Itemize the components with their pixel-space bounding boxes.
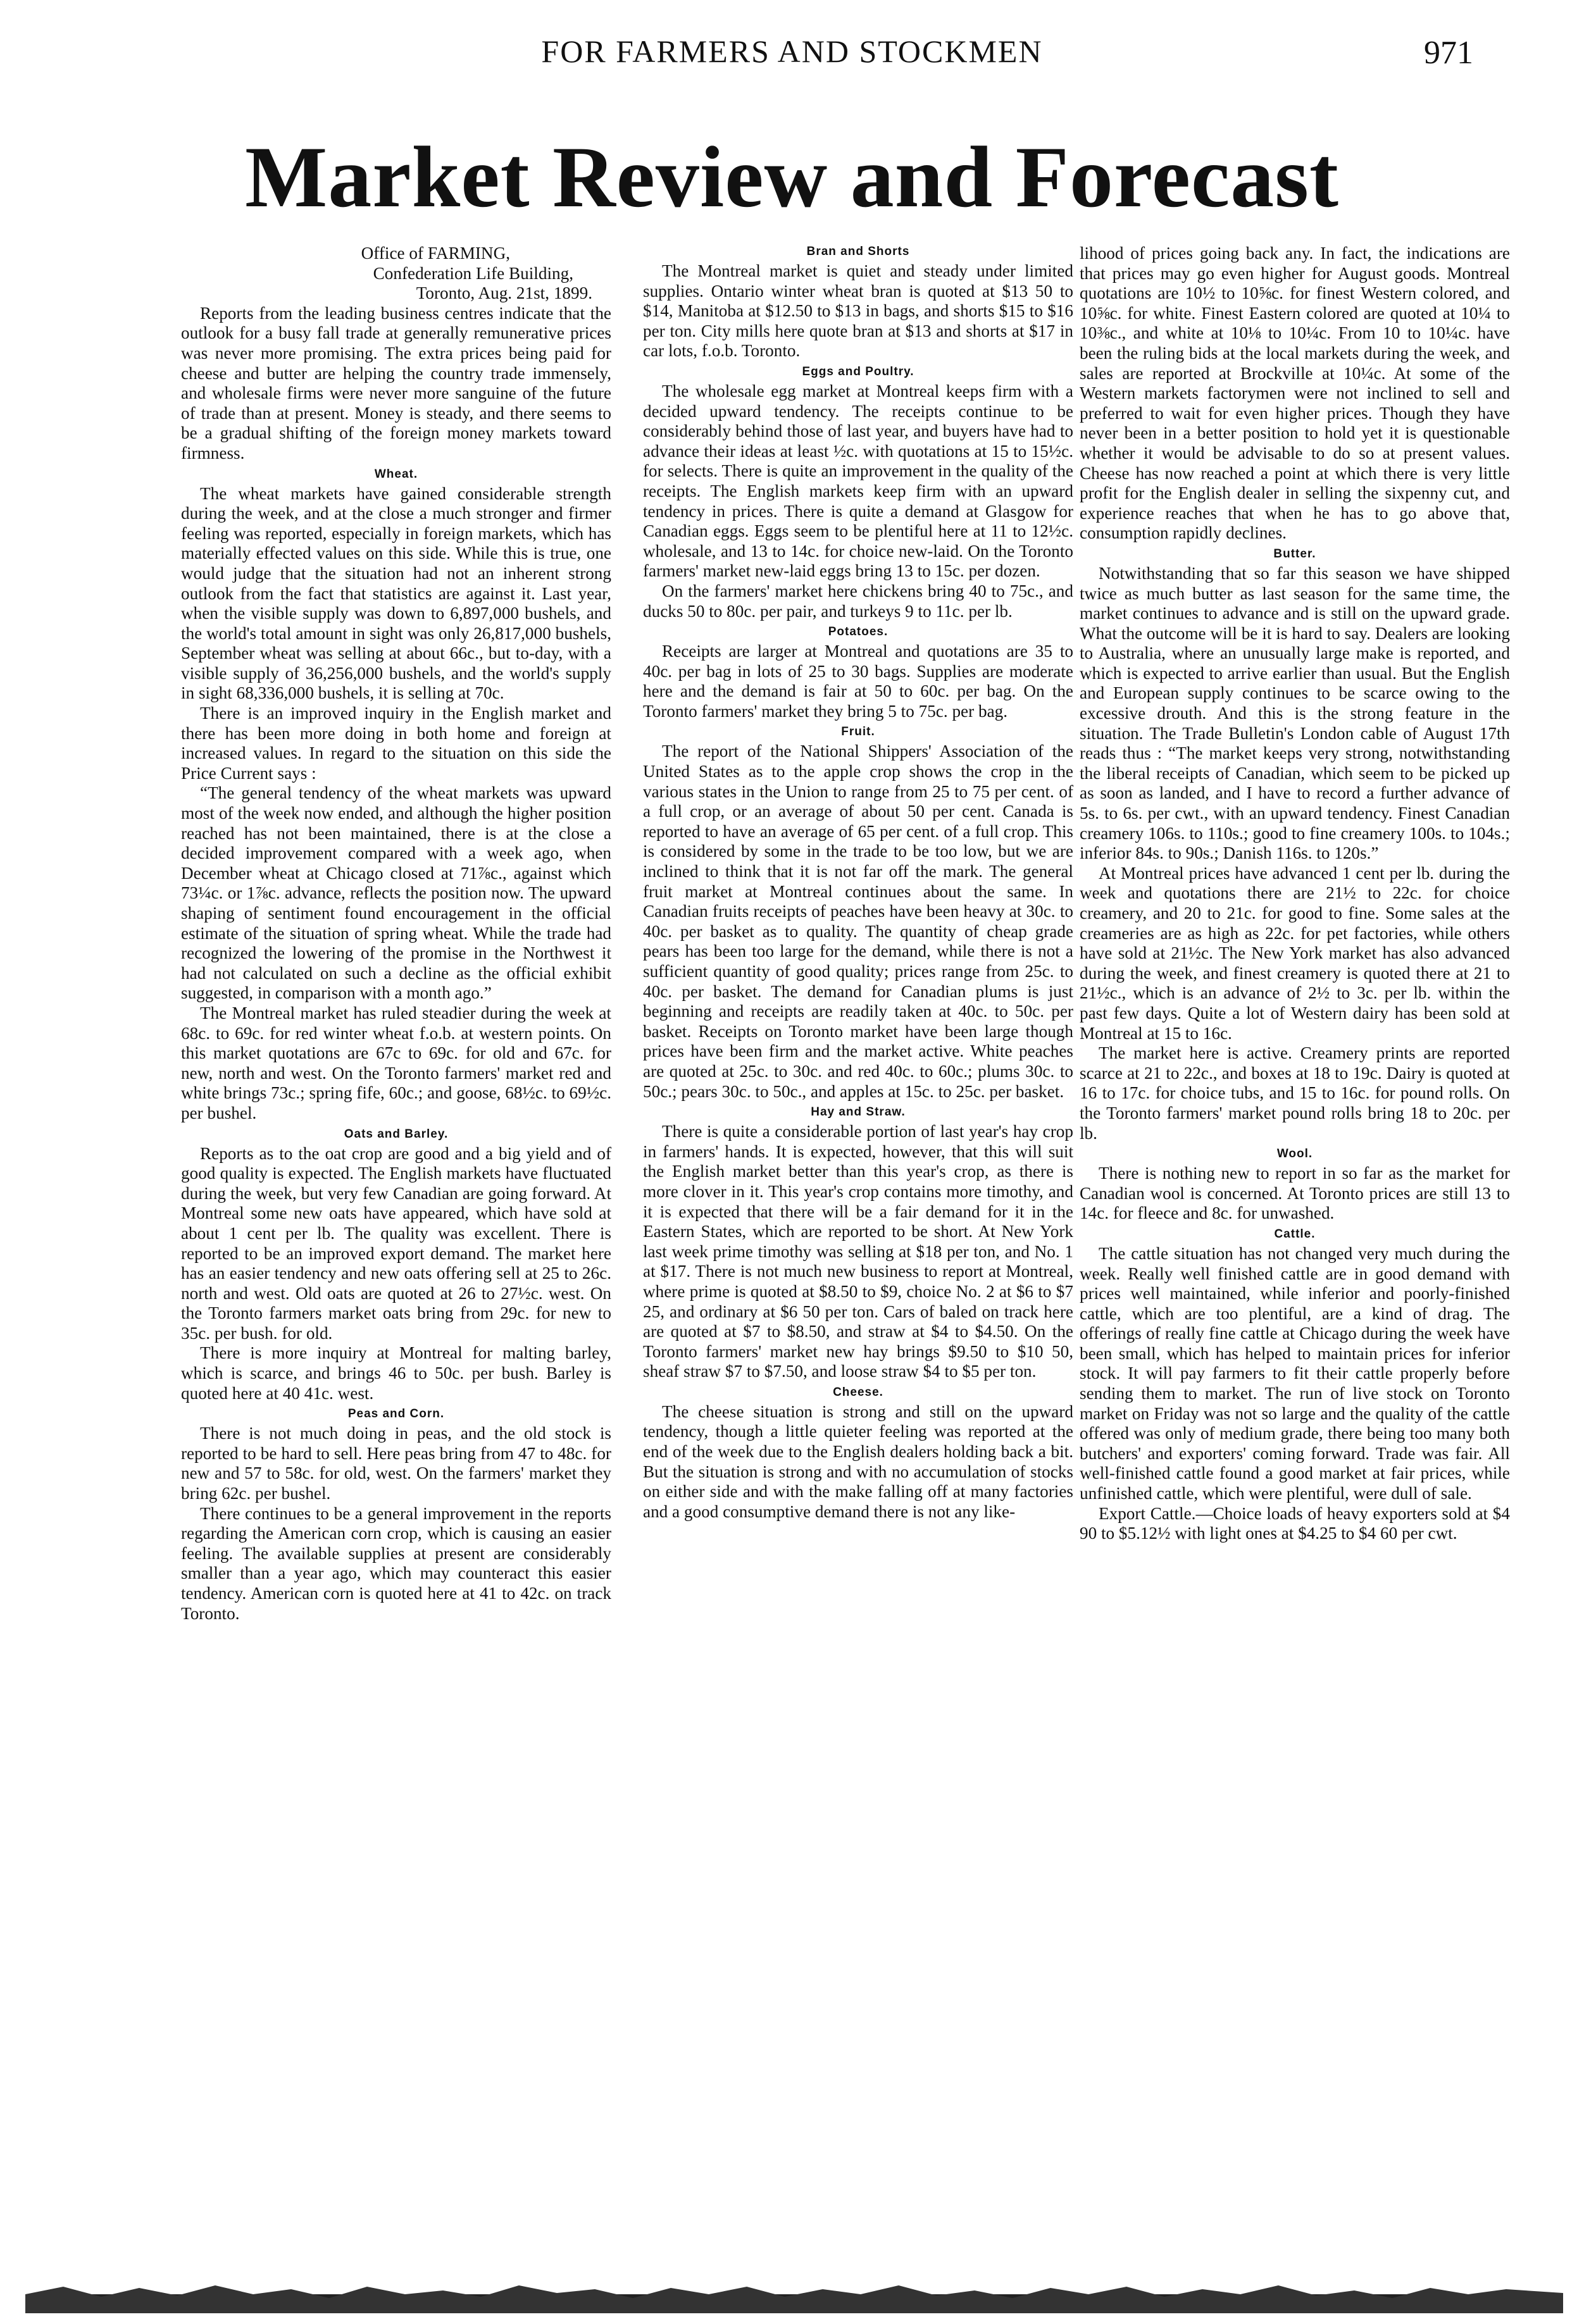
wheat-paragraph: The wheat markets have gained considerable strength during the week, and at the close a much stronger and firmer feeling was reported, especially in foreign markets, which has materially effected values on this side. While this is true, one would judge that the situation had not an inherent strong outlook from the fact that statistics are against it. Last year, when the visible supply was down to 6,897,000 bushels, and the world's total amount in sight was only 26,817,000 bushels, September wheat was selling at about 66c., but to-day, with a visible supply of 36,256,000 bushels, and the world's supply in sight 68,336,000 bushels, it is selling at 70c. (181, 483, 611, 703)
oats-paragraph: Reports as to the oat crop are good and a big yield and of good quality is expected. The English markets have fluctuated during the week, but very few Canadian are going forward. At Montreal some new oats have appeared, which have sold at about 1 cent per lb. The quality was excellent. There is reported to be an improved export demand. The market here has an easier tendency and new oats offering sell at 25 to 26c. north and west. Old oats are quoted at 26 to 27½c. west. On the Toronto farmers market oats bring from 29c. for new to 35c. per bush. for old. (181, 1143, 611, 1343)
section-heading-butter: Butter. (1273, 547, 1316, 561)
cheese-continued-paragraph: lihood of prices going back any. In fact, the indications are that prices may go even higher for August goods. Montreal quotations are 10½ to 10⅝c. for finest Western colored, and 10⅝c. for white. Finest Eastern colored are quoted at 10¼ to 10⅜c., and white at 10⅛ to 10¼c. From 10 to 10¼c. have been the ruling bids at the local markets during the week, and sales are reported at Brockville at 10¼c. At some of the Western markets factorymen were not inclined to sell and preferred to wait for even higher prices. Though they have never been in a better position to hold yet it is questionable whether it would be advisable to do so at present values. Cheese has now reached a point at which there is very little profit for the English dealer in selling the sixpenny cut, and experience reaches that when he has to go above that, consumption rapidly declines. (1080, 244, 1510, 543)
intro-paragraph: Reports from the leading business centres indicate that the outlook for a busy fall trade at generally remunerative prices was never more promising. The extra prices being paid for cheese and butter are helping the country trade immensely, and wholesale firms were never more sanguine of the future of trade than at present. Money is steady, and there seems to be a gradual shifting of the foreign money markets toward firmness. (181, 303, 611, 463)
poultry-paragraph: On the farmers' market here chickens bring 40 to 75c., and ducks 50 to 80c. per pair, and turkeys 9 to 11c. per lb. (643, 581, 1073, 621)
running-title: FOR FARMERS AND STOCKMEN (541, 34, 1043, 69)
wheat-paragraph: There is an improved inquiry in the English market and there has been more doing in both home and foreign at increased values. In regard to the situation on this side the Price Current says : (181, 704, 611, 783)
section-heading-oats-barley: Oats and Barley. (344, 1127, 449, 1141)
dateline-building: Confederation Life Building, (373, 263, 573, 283)
bran-paragraph: The Montreal market is quiet and steady under limited supplies. Ontario winter wheat bran is quoted at $13 50 to $14, Manitoba at $12.50 to $13 in bags, and shorts $15 to $16 per ton. City mills here quote bran at $13 and shorts at $17 in car lots, f.o.b. Toronto. (643, 261, 1073, 361)
section-heading-cheese: Cheese. (833, 1385, 883, 1399)
section-heading-potatoes: Potatoes. (828, 625, 889, 639)
wool-paragraph: There is nothing new to report in so far as the market for Canadian wool is concerned. At Toronto prices are still 13 to 14c. for fleece and 8c. for unwashed. (1080, 1164, 1510, 1223)
wheat-quote: “The general tendency of the wheat markets was upward most of the week now ended, and although the higher position reached has not been maintained, there is at the close a decided improvement compared with a week ago, when December wheat at Chicago closed at 71⅞c., against which 73¼c. or 1⅞c. advance, reflects the position now. The upward shaping of sentiment found encouragement in the official estimate of the situation of spring wheat. While the trade had recognized the lowering of the promise in the Northwest it had not calculated on such a decline as the official exhibit suggested, in comparison with a month ago.” (181, 783, 611, 1003)
potatoes-paragraph: Receipts are larger at Montreal and quotations are 35 to 40c. per bag in lots of 25 to 30 bags. Supplies are moderate here and the demand is fair at 50 to 60c. per bag. On the Toronto farmers' market they bring 5 to 75c. per bag. (643, 642, 1073, 721)
page-number: 971 (1424, 35, 1473, 71)
wheat-paragraph: The Montreal market has ruled steadier during the week at 68c. to 69c. for red winter wheat f.o.b. at western points. On this market quotations are 67c to 69c. for old and 67c. for new, north and west. On the Toronto farmers' market red and white brings 73c.; spring fife, 60c.; and goose, 68½c. to 69½c. per bushel. (181, 1003, 611, 1122)
section-heading-wool: Wool. (1276, 1147, 1313, 1161)
hay-paragraph: There is quite a considerable portion of last year's hay crop in farmers' hands. It is expected, however, that this will suit the English market better than this year's crop, as there is more clover in it. This year's crop contains more timothy, and it is expected that there will be a fair demand for it in the Eastern States, which are reported to be short. At New York last week prime timothy was selling at $18 per ton, and No. 1 at $17. There is not much new business to report at Montreal, where prime is quoted at $8.50 to $9, choice No. 2 at $6 to $7 25, and ordinary at $6 50 per ton. Cars of baled on track here are quoted at $7 to $8.50, and straw at $4 to $4.50. On the Toronto farmers' market new hay brings $9.50 to $10 50, sheaf straw $7 to $7.50, and loose straw $4 to $5 per ton. (643, 1122, 1073, 1381)
column-2 (643, 244, 1073, 1522)
cheese-paragraph: The cheese situation is strong and still on the upward tendency, though a little quieter feeling was reported at the end of the week due to the English dealers holding back a bit. But the situation is strong and with no accumulation of stocks on either side and with the make falling off at many factories and a good consumptive demand there is not any like- (643, 1401, 1073, 1521)
dateline-office: Office of FARMING, (361, 244, 510, 263)
dateline-date: Toronto, Aug. 21st, 1899. (416, 283, 592, 303)
section-heading-fruit: Fruit. (841, 725, 875, 739)
running-head (0, 33, 1584, 90)
fruit-paragraph: The report of the National Shippers' Association of the United States as to the apple crop shows the crop in the various states in the Union to range from 25 to 75 per cent. of a full crop, or an average of about 50 per cent. Canada is reported to have an average of 65 per cent. of a full crop. This is considered by some in the trade to be too low, but we are inclined to think that it is not far off the mark. The general fruit market at Montreal continues about the same. In Canadian fruits receipts of peaches have been heavy at 30c. to 40c. per basket as to quality. The quantity of cheap grade pears has been too large for the demand, while there is not a sufficient quantity of good quality; prices range from 25c. to 40c. per basket. The demand for Canadian plums is just beginning and receipts are readily taken at 40c. to 50c. per basket. Receipts on Toronto market have been large though prices have been firm and the market active. White peaches are quoted at 25c. to 30c. and red 40c. to 60c.; plums 30c. to 50c.; pears 30c. to 50c., and apples at 15c. to 25c. per basket. (643, 742, 1073, 1101)
butter-paragraph: The market here is active. Creamery prints are reported scarce at 21 to 22c., and boxes at 18 to 19c. Dairy is quoted at 16 to 17c. for choice tubs, and 15 to 16c. for pound rolls. On the Toronto farmers' market pound rolls bring 18 to 20c. per lb. (1080, 1043, 1510, 1143)
cattle-paragraph: The cattle situation has not changed very much during the week. Really well finished cattle are in good demand with prices well maintained, while inferior and poorly-finished cattle, which are too plentiful, are a kind of drag. The offerings of really fine cattle at Chicago during the week have been small, which has helped to maintain prices for inferior stock. It will pay farmers to fit their cattle properly before sending them to market. The run of live stock on Toronto market on Friday was not so large and the quality of the cattle offered was only of medium grade, there being too many both butchers' and exporters' coming forward. Trade was fair. All well-finished cattle found a good market at fair prices, while unfinished cattle, which were plentiful, were dull of sale. (1080, 1243, 1510, 1503)
section-heading-wheat: Wheat. (374, 467, 418, 481)
butter-paragraph: At Montreal prices have advanced 1 cent per lb. during the week and quotations there are 21½ to 22c. for choice creamery, and 20 to 21c. for good to fine. Some sales at the creameries are as high as 22c. for pet factories, while others have sold at 21½c. The New York market has also advanced during the week, and finest creamery is quoted there at 21 to 21½c., which is an advance of 2½ to 3c. per lb. within the past few days. Quite a lot of Western dairy has been sold at Montreal at 15 to 16c. (1080, 863, 1510, 1043)
section-heading-peas-corn: Peas and Corn. (347, 1407, 445, 1421)
eggs-paragraph: The wholesale egg market at Montreal keeps firm with a decided upward tendency. The receipts continue to be considerably behind those of last year, and buyers have had to advance their ideas at least ½c. with quotations at 15 to 15½c. for selects. There is quite an improvement in the quality of the receipts. The English markets keep firm with an upward tendency in prices. There is quite a demand at Glasgow for Canadian eggs. Eggs seem to be plentiful here at 11 to 12½c. wholesale, and 13 to 14c. for choice new-laid. On the Toronto farmers' market new-laid eggs bring 13 to 15c. per dozen. (643, 381, 1073, 581)
dateline (181, 244, 611, 304)
section-heading-hay-straw: Hay and Straw. (811, 1105, 906, 1119)
section-heading-cattle: Cattle. (1274, 1227, 1316, 1241)
masthead-title: Market Review and Forecast (245, 128, 1339, 225)
section-heading-bran-shorts: Bran and Shorts (806, 245, 910, 258)
torn-page-edge (25, 2275, 1563, 2313)
peas-paragraph: There is not much doing in peas, and the old stock is reported to be hard to sell. Here peas bring from 47 to 48c. for new and 57 to 58c. for old, west. On the farmers' market they bring 62c. per bushel. (181, 1424, 611, 1503)
section-heading-eggs-poultry: Eggs and Poultry. (802, 364, 914, 378)
barley-paragraph: There is more inquiry at Montreal for malting barley, which is scarce, and brings 46 to 50c. per bush. Barley is quoted here at 40 41c. west. (181, 1343, 611, 1403)
corn-paragraph: There continues to be a general improvement in the reports regarding the American corn crop, which is causing an easier feeling. The available supplies at present are considerably smaller than a year ago, which may counteract this easier tendency. American corn is quoted here at 41 to 42c. on track Toronto. (181, 1503, 611, 1623)
column-1 (181, 244, 611, 1624)
export-cattle-paragraph: Export Cattle.—Choice loads of heavy exporters sold at $4 90 to $5.12½ with light ones at $4.25 to $4 60 per cwt. (1080, 1503, 1510, 1543)
column-3 (1080, 244, 1510, 1544)
butter-paragraph: Notwithstanding that so far this season we have shipped twice as much butter as last season for the same time, the market continues to advance and is still on the upward grade. What the outcome will be it is hard to say. Dealers are looking to Australia, where an unusually large make is reported, and which is expected to arrive earlier than usual. But the English and European supply continues to be scarce owing to the excessive drouth. And this is the strong feature in the situation. The Trade Bulletin's London cable of August 17th reads thus : “The market keeps very strong, notwithstanding the liberal receipts of Canadian, which seem to be picked up as soon as landed, and I have to record a further advance of 5s. to 6s. per cwt., with an upward tendency. Finest Canadian creamery 106s. to 110s.; good to fine creamery 100s. to 104s.; inferior 84s. to 90s.; Danish 116s. to 120s.” (1080, 563, 1510, 863)
